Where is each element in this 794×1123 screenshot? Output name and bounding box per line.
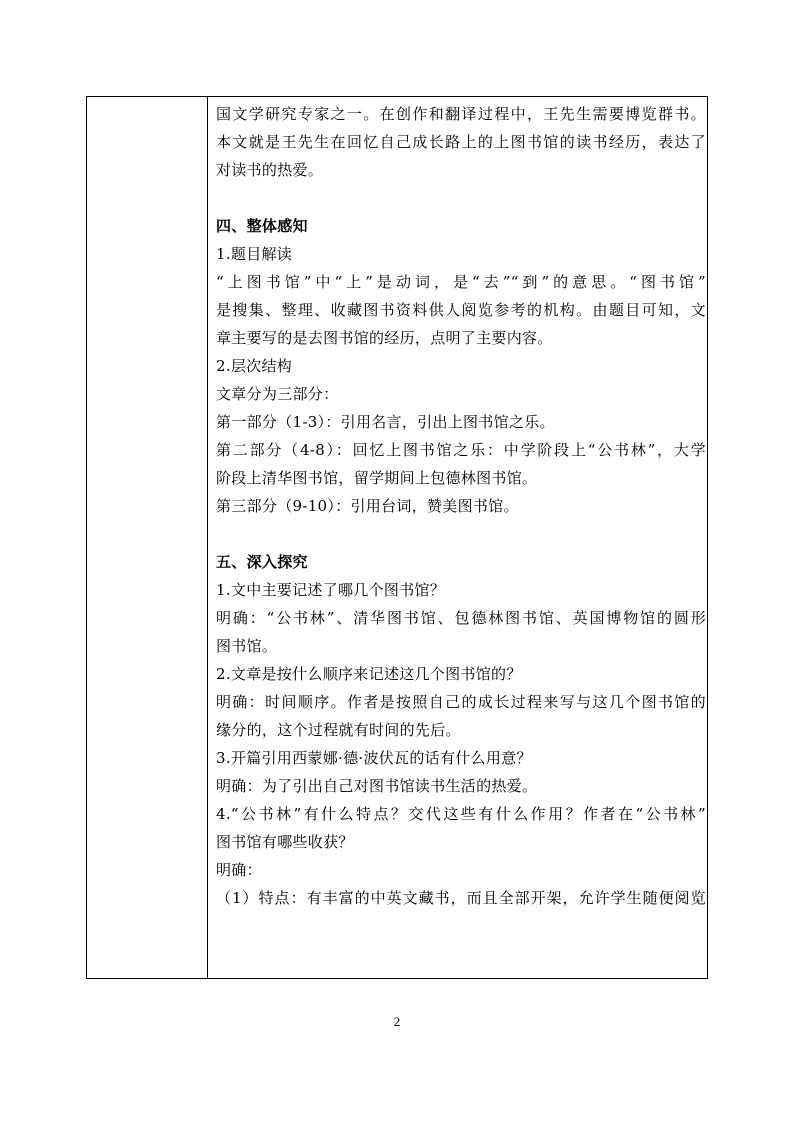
lesson-table <box>86 96 708 979</box>
subheading-title-reading: 1.题目解读 <box>216 245 293 263</box>
page-number: 2 <box>393 1014 401 1029</box>
question-1: 1.文中主要记述了哪几个图书馆？ <box>216 581 446 599</box>
question-4-line-2: 图书馆有哪些收获？ <box>216 833 354 851</box>
intro-line-2: 本文就是王先生在回忆自己成长路上的上图书馆的读书经历，表达了 <box>216 133 706 151</box>
section-4-heading: 四、整体感知 <box>216 217 308 235</box>
structure-part-2-line-2: 阶段上清华图书馆，留学期间上包德林图书馆。 <box>216 469 538 487</box>
answer-3: 明确：为了引出自己对图书馆读书生活的热爱。 <box>216 777 538 795</box>
title-reading-line-3: 章主要写的是去图书馆的经历，点明了主要内容。 <box>216 329 553 347</box>
structure-part-1: 第一部分（1-3）：引用名言，引出上图书馆之乐。 <box>216 413 555 431</box>
subheading-structure: 2.层次结构 <box>216 357 293 375</box>
question-2: 2.文章是按什么顺序来记述这几个图书馆的？ <box>216 665 522 683</box>
question-3: 3.开篇引用西蒙娜·德·波伏瓦的话有什么用意？ <box>216 749 532 767</box>
answer-2-line-2: 缘分的，这个过程就有时间的先后。 <box>216 721 461 739</box>
answer-2-line-1: 明确：时间顺序。作者是按照自己的成长过程来写与这几个图书馆的 <box>216 693 706 711</box>
structure-intro: 文章分为三部分： <box>216 385 339 403</box>
title-reading-line-2: 是搜集、整理、收藏图书资料供人阅览参考的机构。由题目可知，文 <box>216 301 706 319</box>
answer-1-line-2: 图书馆。 <box>216 637 278 655</box>
answer-4-label: 明确： <box>216 861 262 879</box>
section-5-heading: 五、深入探究 <box>216 553 308 571</box>
answer-4-point-1: （1）特点：有丰富的中英文藏书，而且全部开架，允许学生随便阅览 <box>216 889 706 907</box>
structure-part-2-line-1: 第二部分（4-8）：回忆上图书馆之乐：中学阶段上“公书林”，大学 <box>216 441 706 459</box>
answer-1-line-1: 明确：“公书林”、清华图书馆、包德林图书馆、英国博物馆的圆形 <box>216 609 706 627</box>
structure-part-3: 第三部分（9-10）：引用台词，赞美图书馆。 <box>216 497 519 515</box>
title-reading-line-1: “上图书馆”中“上”是动词，是“去”“到”的意思。“图书馆” <box>216 273 706 291</box>
intro-line-1: 国文学研究专家之一。在创作和翻译过程中，王先生需要博览群书。 <box>216 105 706 123</box>
content-cell <box>216 100 706 912</box>
column-divider <box>207 97 208 978</box>
question-4-line-1: 4.“公书林”有什么特点？交代这些有什么作用？作者在“公书林” <box>216 805 706 823</box>
intro-line-3: 对读书的热爱。 <box>216 161 324 179</box>
